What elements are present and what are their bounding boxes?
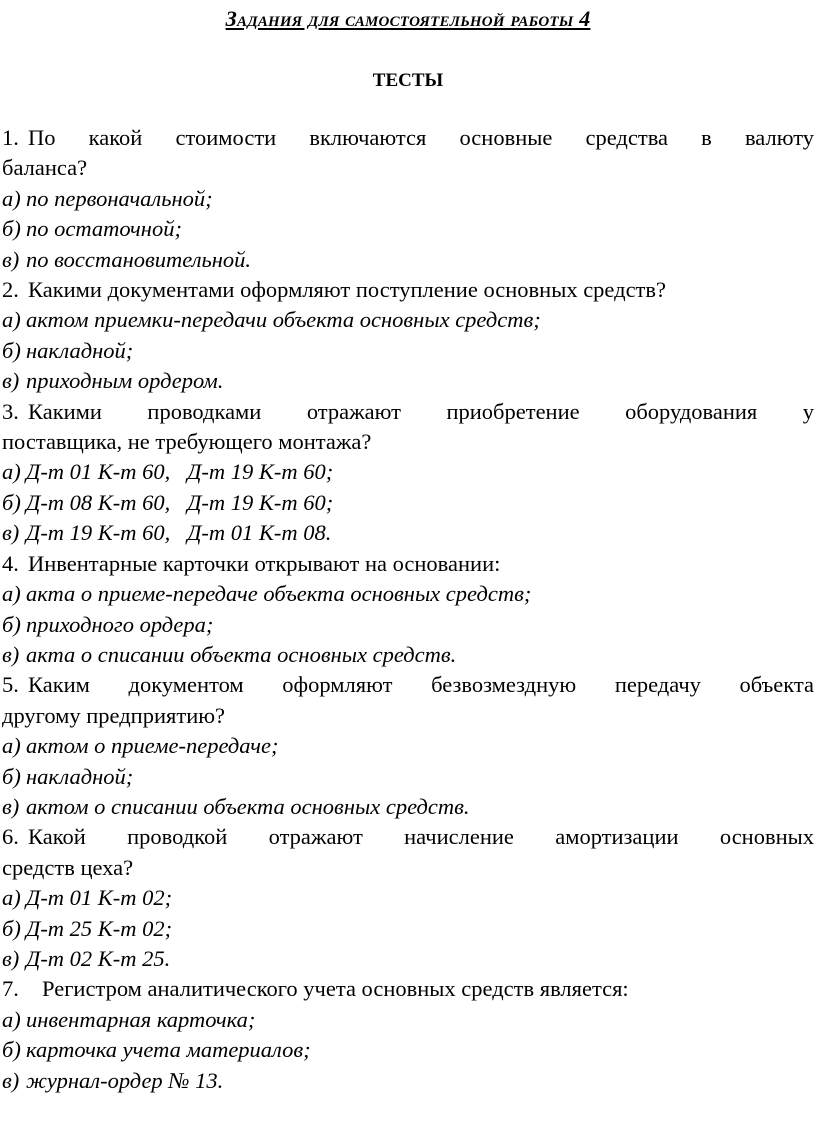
option-letter: в) xyxy=(2,1067,20,1093)
option-letter: в) xyxy=(2,246,20,272)
option-text: Д-т 01 К-т 60, Д-т 19 К-т 60; xyxy=(26,459,334,485)
answer-option xyxy=(2,366,814,396)
page-title: Задания для самостоятельной работы 4 xyxy=(225,6,591,31)
answer-option xyxy=(2,731,814,761)
question-text: Какими проводками отражают приобретение оборудования у xyxy=(28,398,814,424)
section-heading: ТЕСТЫ xyxy=(372,70,444,91)
option-text: по первоначальной; xyxy=(26,185,213,211)
option-letter: а) xyxy=(2,185,21,211)
question-text-continued: поставщика, не требующего монтажа? xyxy=(2,429,372,455)
question-number: 4. xyxy=(2,550,19,576)
question-6 xyxy=(2,822,814,883)
option-letter: а) xyxy=(2,733,21,759)
question-number: 7. xyxy=(2,976,19,1002)
question-3 xyxy=(2,397,814,458)
answer-option xyxy=(2,792,814,822)
question-text: Каким документом оформляют безвозмездную передачу объекта xyxy=(28,672,814,698)
option-letter: а) xyxy=(2,581,21,607)
question-number: 3. xyxy=(2,398,19,424)
answer-option xyxy=(2,488,814,518)
option-text: накладной; xyxy=(26,763,134,789)
option-text: акта о приеме-передаче объекта основных средств; xyxy=(26,581,532,607)
option-letter: а) xyxy=(2,459,21,485)
option-letter: б) xyxy=(2,763,21,789)
answer-option xyxy=(2,610,814,640)
option-letter: а) xyxy=(2,885,21,911)
option-letter: в) xyxy=(2,368,20,394)
question-4 xyxy=(2,549,814,579)
question-number: 1. xyxy=(2,125,19,150)
option-text: приходным ордером. xyxy=(26,368,224,394)
option-text: актом приемки-передачи объекта основных средств; xyxy=(26,307,541,333)
option-letter: б) xyxy=(2,337,21,363)
answer-option xyxy=(2,944,814,974)
answer-option xyxy=(2,305,814,335)
answer-option xyxy=(2,579,814,609)
answer-option xyxy=(2,1066,814,1096)
question-1 xyxy=(2,123,814,184)
option-text: Д-т 01 К-т 02; xyxy=(26,885,173,911)
question-number: 6. xyxy=(2,824,19,850)
question-7 xyxy=(2,974,814,1004)
option-letter: в) xyxy=(2,945,20,971)
question-text: По какой стоимости включаются основные средства в валюту xyxy=(28,125,814,150)
option-text: Д-т 25 К-т 02; xyxy=(26,915,173,941)
option-letter: б) xyxy=(2,611,21,637)
question-text: Регистром аналитического учета основных средств является: xyxy=(42,976,629,1002)
option-letter: в) xyxy=(2,641,20,667)
answer-option xyxy=(2,214,814,244)
question-text: Какими документами оформляют поступление основных средств? xyxy=(28,277,666,303)
answer-option xyxy=(2,762,814,792)
question-text-continued: средств цеха? xyxy=(2,854,134,880)
option-text: по восстановительной. xyxy=(26,246,252,272)
question-text-continued: баланса? xyxy=(2,155,88,181)
answer-option xyxy=(2,640,814,670)
option-text: актом о приеме-передаче; xyxy=(26,733,279,759)
answer-option xyxy=(2,457,814,487)
option-text: карточка учета материалов; xyxy=(26,1037,311,1063)
option-text: актом о списании объекта основных средств. xyxy=(26,793,470,819)
option-text: инвентарная карточка; xyxy=(26,1006,256,1032)
answer-option xyxy=(2,518,814,548)
answer-option xyxy=(2,336,814,366)
option-text: приходного ордера; xyxy=(26,611,214,637)
option-letter: б) xyxy=(2,216,21,242)
option-text: по остаточной; xyxy=(26,216,182,242)
question-number: 5. xyxy=(2,672,19,698)
question-2 xyxy=(2,275,814,305)
question-5 xyxy=(2,670,814,731)
option-text: Д-т 19 К-т 60, Д-т 01 К-т 08. xyxy=(26,520,332,546)
option-letter: б) xyxy=(2,489,21,515)
option-text: журнал-ордер № 13. xyxy=(26,1067,224,1093)
answer-option xyxy=(2,184,814,214)
option-text: Д-т 02 К-т 25. xyxy=(26,945,171,971)
answer-option xyxy=(2,914,814,944)
question-number: 2. xyxy=(2,277,19,303)
test-questions xyxy=(2,123,814,1096)
question-text-continued: другому предприятию? xyxy=(2,702,226,728)
option-letter: а) xyxy=(2,307,21,333)
option-text: акта о списании объекта основных средств. xyxy=(26,641,457,667)
question-text: Инвентарные карточки открывают на основании: xyxy=(28,550,501,576)
question-text: Какой проводкой отражают начисление амортизации основных xyxy=(28,824,814,850)
option-text: накладной; xyxy=(26,337,134,363)
option-letter: а) xyxy=(2,1006,21,1032)
option-letter: б) xyxy=(2,1037,21,1063)
answer-option xyxy=(2,1035,814,1065)
option-letter: в) xyxy=(2,520,20,546)
answer-option xyxy=(2,1005,814,1035)
answer-option xyxy=(2,883,814,913)
option-letter: в) xyxy=(2,793,20,819)
option-text: Д-т 08 К-т 60, Д-т 19 К-т 60; xyxy=(26,489,334,515)
option-letter: б) xyxy=(2,915,21,941)
answer-option xyxy=(2,245,814,275)
